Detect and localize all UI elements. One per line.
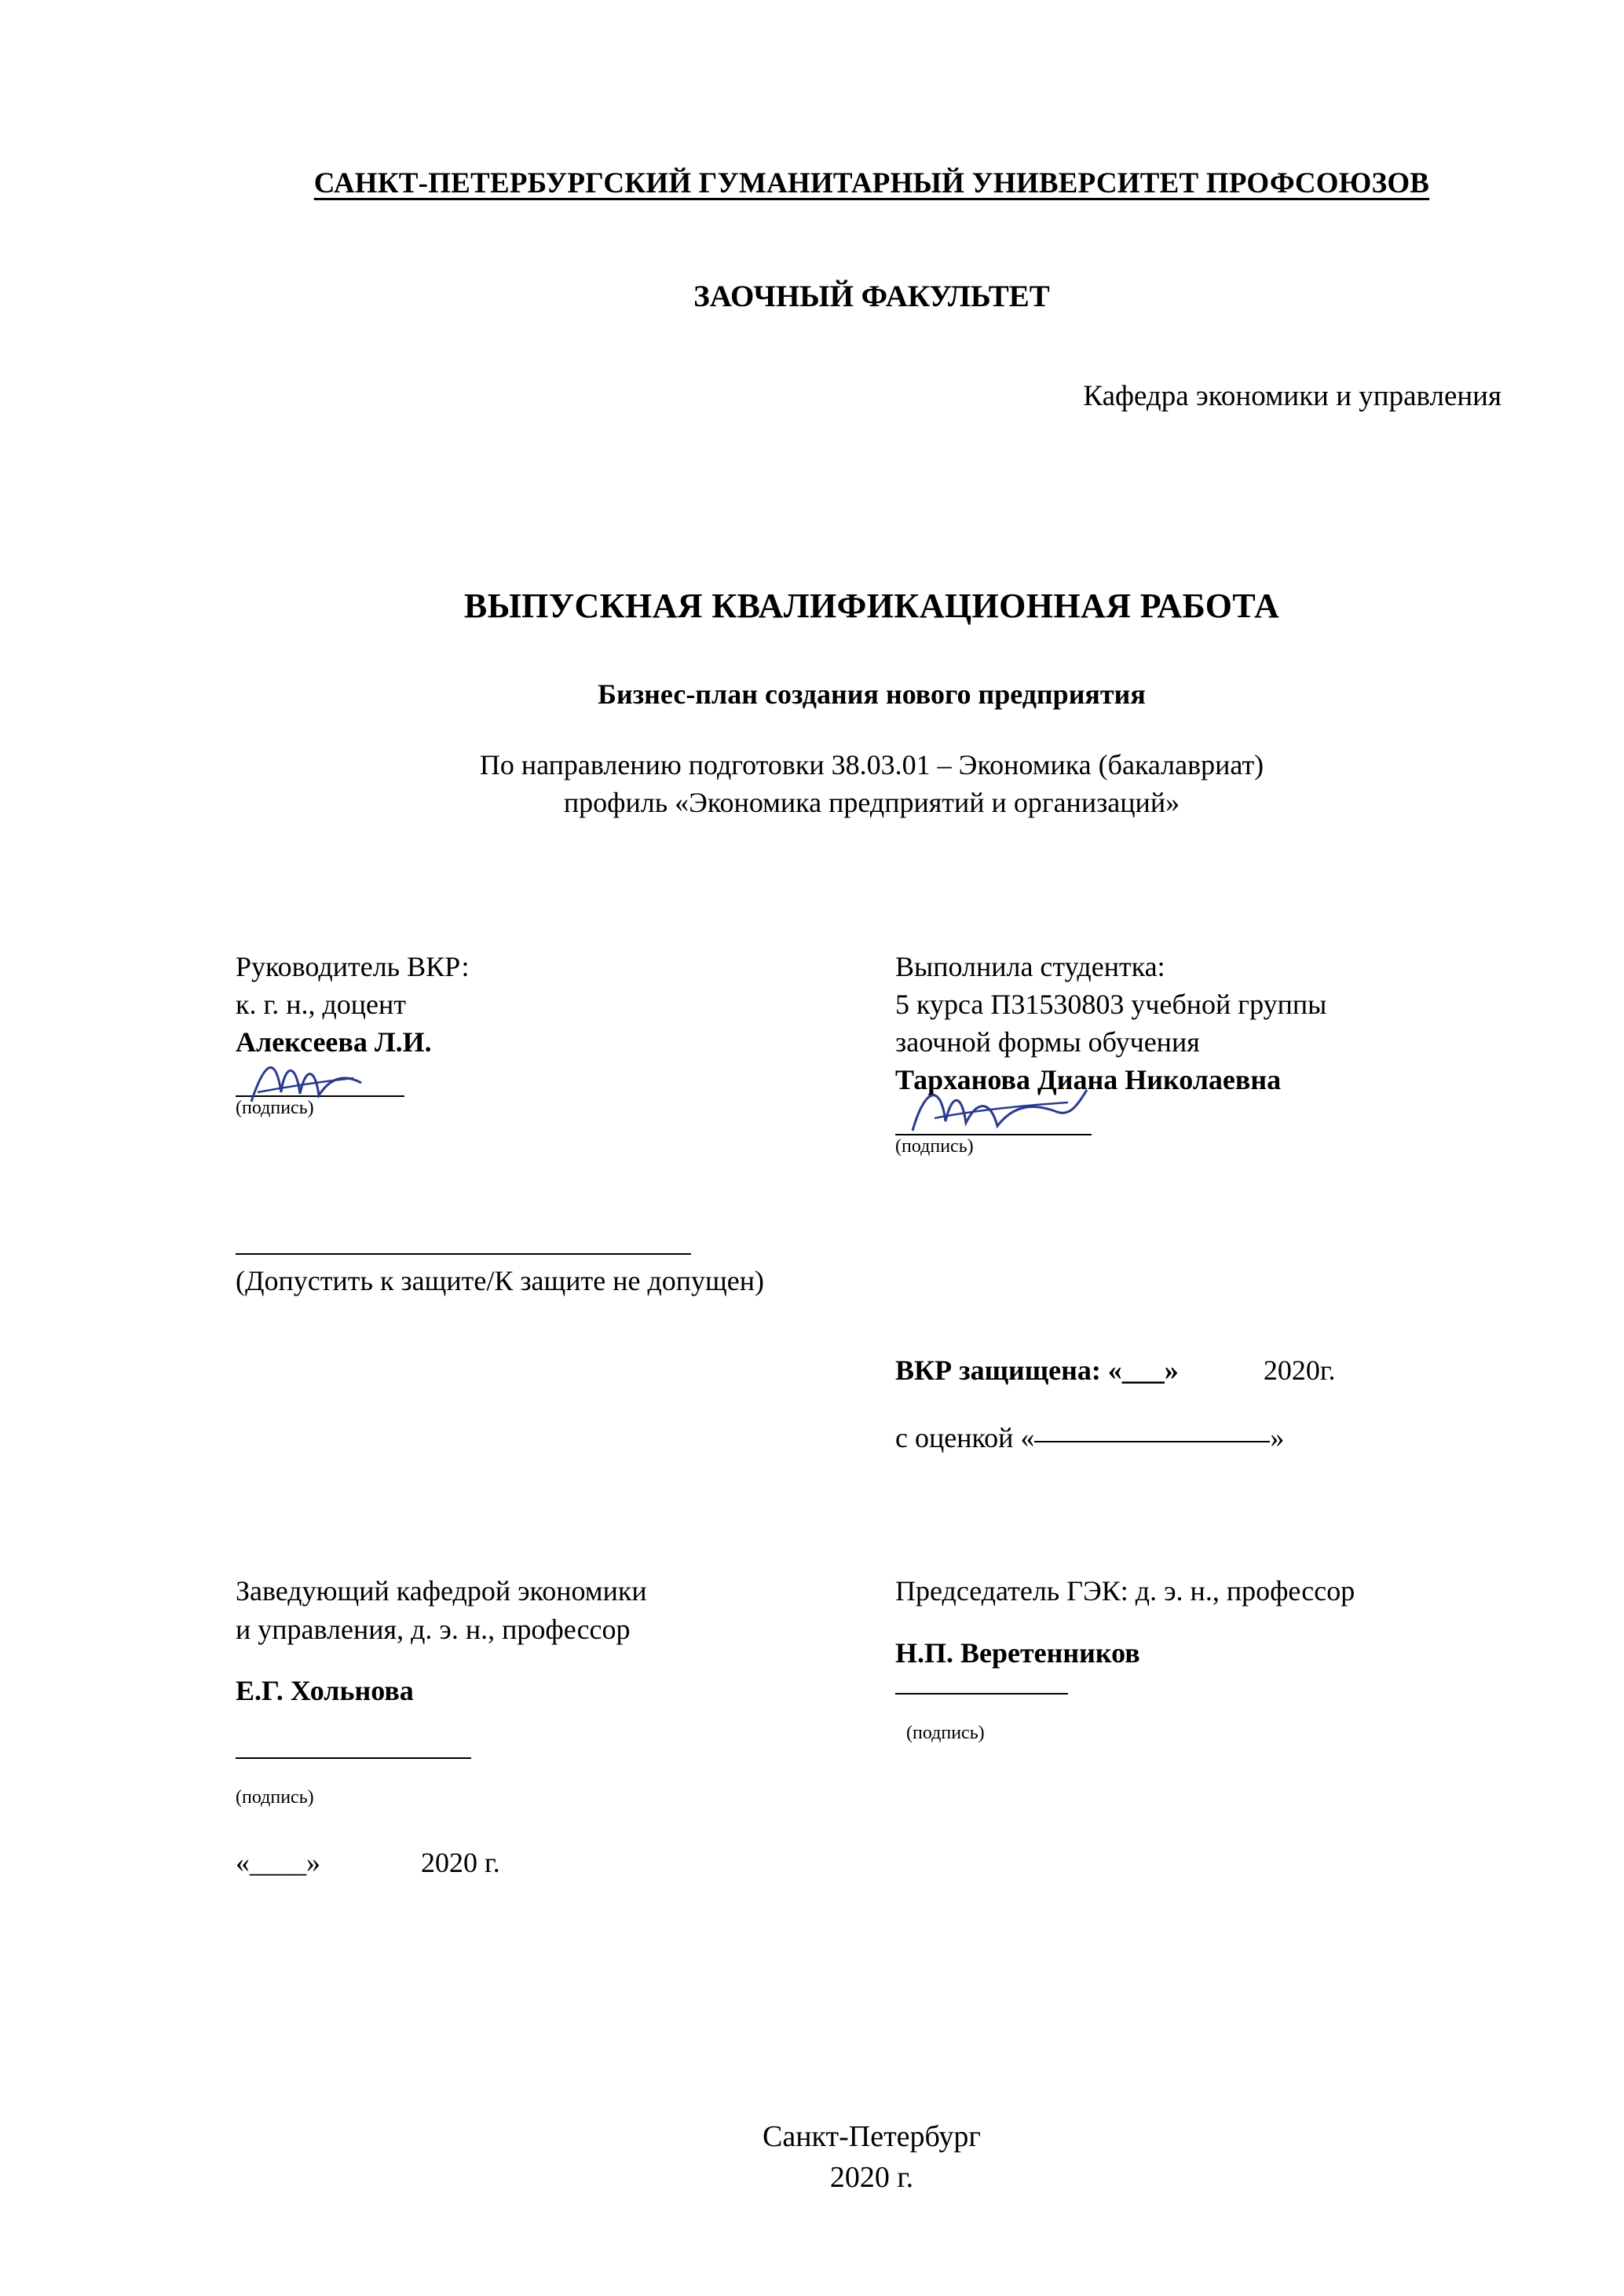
footer-block <box>236 2117 1508 2198</box>
bottom-columns <box>236 1572 1508 1881</box>
head-signature-caption: (подпись) <box>236 1787 314 1808</box>
supervisor-signature-area <box>236 1064 895 1120</box>
grade-suffix: » <box>1270 1422 1285 1454</box>
admission-caption: (Допустить к защите/К защите не допущен) <box>236 1265 765 1297</box>
chair-line1: Председатель ГЭК: д. э. н., профессор <box>895 1575 1355 1607</box>
signature-columns <box>236 948 1508 1158</box>
head-date-year: 2020 г. <box>421 1846 500 1878</box>
program-profile: профиль «Экономика предприятий и организаций» <box>563 786 1180 818</box>
admission-line <box>236 1252 691 1255</box>
footer-year: 2020 г. <box>829 2160 914 2194</box>
page-content <box>236 0 1508 2198</box>
admission-defense-columns <box>236 1252 1508 1454</box>
chair-signature-line <box>895 1692 1068 1695</box>
student-signature-line <box>895 1102 1092 1135</box>
grade-line <box>895 1421 1508 1454</box>
head-name: Е.Г. Хольнова <box>236 1674 414 1706</box>
footer-city: Санкт-Петербург <box>762 2120 982 2154</box>
student-block <box>895 948 1508 1158</box>
student-group: 5 курса П31530803 учебной группы <box>895 988 1327 1020</box>
supervisor-signature-line <box>236 1064 404 1097</box>
supervisor-degree: к. г. н., доцент <box>236 988 407 1020</box>
supervisor-name: Алексеева Л.И. <box>236 1026 432 1058</box>
admission-block <box>236 1252 895 1454</box>
head-of-department-block <box>236 1572 895 1881</box>
head-line2: и управления, д. э. н., профессор <box>236 1613 631 1645</box>
work-title: Бизнес-план создания нового предприятия <box>598 678 1146 710</box>
supervisor-block <box>236 948 895 1158</box>
student-form: заочной формы обучения <box>895 1026 1200 1058</box>
head-line1: Заведующий кафедрой экономики <box>236 1575 647 1607</box>
commission-chair-block <box>895 1572 1508 1881</box>
university-name: САНКТ-ПЕТЕРБУРГСКИЙ ГУМАНИТАРНЫЙ УНИВЕРСИТЕТ ПРОФСОЮЗОВ <box>313 167 1430 199</box>
chair-signature-caption: (подпись) <box>906 1722 985 1743</box>
work-type-heading: ВЫПУСКНАЯ КВАЛИФИКАЦИОННАЯ РАБОТА <box>463 587 1280 625</box>
program-direction: По направлению подготовки 38.03.01 – Экономика (бакалавриат) <box>479 749 1264 781</box>
student-name: Тарханова Диана Николаевна <box>895 1064 1282 1096</box>
grade-blank <box>1034 1440 1270 1442</box>
defense-label: ВКР защищена: «___» <box>895 1355 1179 1387</box>
head-date-quotes: «____» <box>236 1846 320 1878</box>
defense-year: 2020г. <box>1263 1355 1336 1387</box>
grade-prefix: с оценкой « <box>895 1422 1035 1454</box>
defense-block <box>895 1252 1508 1454</box>
head-signature-line <box>236 1757 471 1759</box>
chair-name: Н.П. Веретенников <box>895 1636 1140 1669</box>
department-name: Кафедра экономики и управления <box>1083 380 1501 412</box>
student-role: Выполнила студентка: <box>895 950 1165 982</box>
student-signature-caption: (подпись) <box>895 1135 974 1157</box>
supervisor-role: Руководитель ВКР: <box>236 950 470 982</box>
faculty-name: ЗАОЧНЫЙ ФАКУЛЬТЕТ <box>693 280 1050 313</box>
supervisor-signature-caption: (подпись) <box>236 1098 314 1119</box>
student-signature-area <box>895 1102 1508 1158</box>
